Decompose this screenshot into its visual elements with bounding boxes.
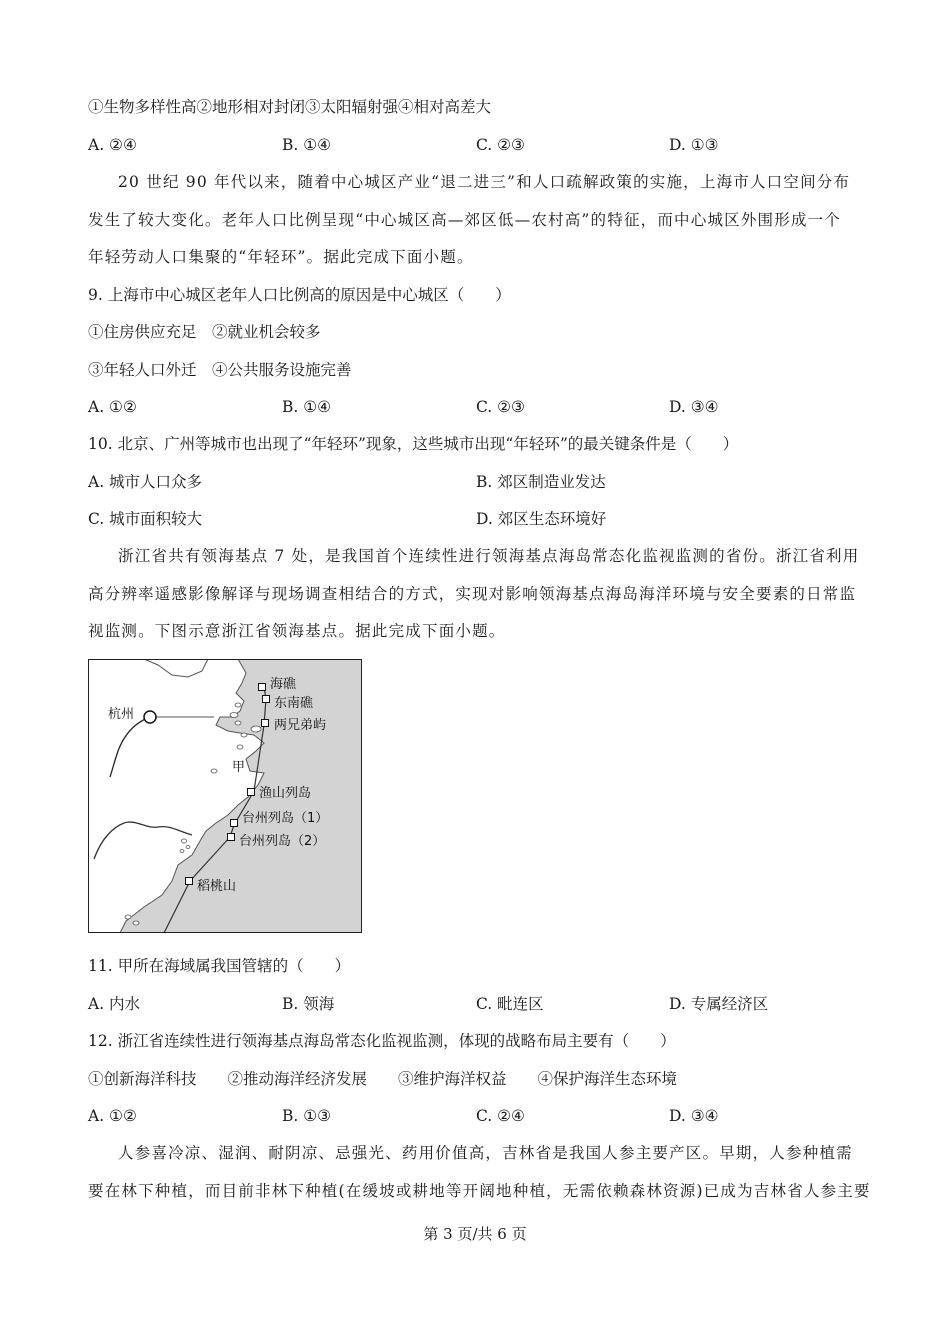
basepoint-marker-3 [262,720,269,727]
q8-option-c: C. ②③ [476,136,525,154]
passage2-line-3: 视监测。下图示意浙江省领海基点。据此完成下面小题。 [88,622,506,640]
basepoint-label-7: 稻桃山 [197,879,237,894]
map-sea-label: 甲 [232,760,246,775]
q9-statements-1: ①住房供应充足 ②就业机会较多 [88,323,321,341]
q9-option-d: D. ③④ [669,398,719,416]
q11-stem: 11. 甲所在海域属我国管辖的（ ） [88,957,351,975]
page-number: 第 3 页/共 6 页 [423,1225,527,1243]
basepoint-marker-6 [228,834,235,841]
q12-option-d: D. ③④ [669,1107,719,1125]
q11-option-c: C. 毗连区 [476,995,544,1013]
q10-option-d: D. 郊区生态环境好 [476,510,607,528]
q12-stem: 12. 浙江省连续性进行领海基点海岛常态化监视监测，体现的战略布局主要有（ ） [88,1032,676,1050]
q10-option-a: A. 城市人口众多 [88,473,203,491]
q12-option-b: B. ①③ [282,1107,332,1125]
basepoint-label-6: 台州列岛（2） [239,834,326,849]
basepoint-marker-2 [263,696,270,703]
passage1-line-3: 年轻劳动人口集聚的“年轻环”。据此完成下面小题。 [88,248,474,266]
basepoint-marker-4 [248,789,255,796]
q11-option-d: D. 专属经济区 [669,995,769,1013]
passage3-line-2: 要在林下种植，而目前非林下种植(在缓坡或耕地等开阔地种植，无需依赖森林资源)已成为吉林省人参主要 [88,1182,871,1200]
q11-option-a: A. 内水 [88,995,141,1013]
q8-option-d: D. ①③ [669,136,719,154]
basepoint-label-5: 台州列岛（1） [242,811,329,826]
q12-option-c: C. ②④ [476,1107,525,1125]
basepoint-marker-1 [259,684,266,691]
zhejiang-baseline-map [88,659,362,933]
q8-option-a: A. ②④ [88,136,137,154]
passage1-line-2: 发生了较大变化。老年人口比例呈现“中心城区高—郊区低—农村高”的特征，而中心城区外围形成一个 [88,211,842,229]
q11-option-b: B. 领海 [282,995,335,1013]
basepoint-marker-5 [231,820,238,827]
map-city-label: 杭州 [108,707,135,722]
basepoint-label-3: 两兄弟屿 [274,718,327,733]
basepoint-label-2: 东南礁 [274,696,314,711]
q12-statements: ①创新海洋科技 ②推动海洋经济发展 ③维护海洋权益 ④保护海洋生态环境 [88,1070,678,1088]
passage2-line-1: 浙江省共有领海基点 7 处，是我国首个连续性进行领海基点海岛常态化监视监测的省份。浙江省利用 [118,547,860,565]
passage2-line-2: 高分辨率遥感影像解译与现场调查相结合的方式，实现对影响领海基点海岛海洋环境与安全要素的日常监 [88,585,857,603]
q10-option-b: B. 郊区制造业发达 [476,473,606,491]
q8-option-b: B. ①④ [282,136,332,154]
q10-option-c: C. 城市面积较大 [88,510,203,528]
q9-statements-2: ③年轻人口外迁 ④公共服务设施完善 [88,361,352,379]
q8-statements: ①生物多样性高②地形相对封闭③太阳辐射强④相对高差大 [88,98,492,116]
basepoint-marker-7 [186,878,193,885]
hangzhou-city-icon [144,711,156,723]
passage1-line-1: 20 世纪 90 年代以来，随着中心城区产业“退二进三”和人口疏解政策的实施，上海市人口空间分布 [118,173,851,191]
q10-stem: 10. 北京、广州等城市也出现了“年轻环”现象，这些城市出现“年轻环”的最关键条件是（ ） [88,435,739,453]
q9-option-c: C. ②③ [476,398,525,416]
passage3-line-1: 人参喜冷凉、湿润、耐阴凉、忌强光、药用价值高，吉林省是我国人参主要产区。早期，人参种植需 [118,1144,853,1162]
basepoint-label-4: 渔山列岛 [259,786,312,801]
q12-option-a: A. ①② [88,1107,137,1125]
basepoint-label-1: 海礁 [270,677,297,692]
q9-option-b: B. ①④ [282,398,332,416]
q9-stem: 9. 上海市中心城区老年人口比例高的原因是中心城区（ ） [88,286,511,304]
q9-option-a: A. ①② [88,398,137,416]
